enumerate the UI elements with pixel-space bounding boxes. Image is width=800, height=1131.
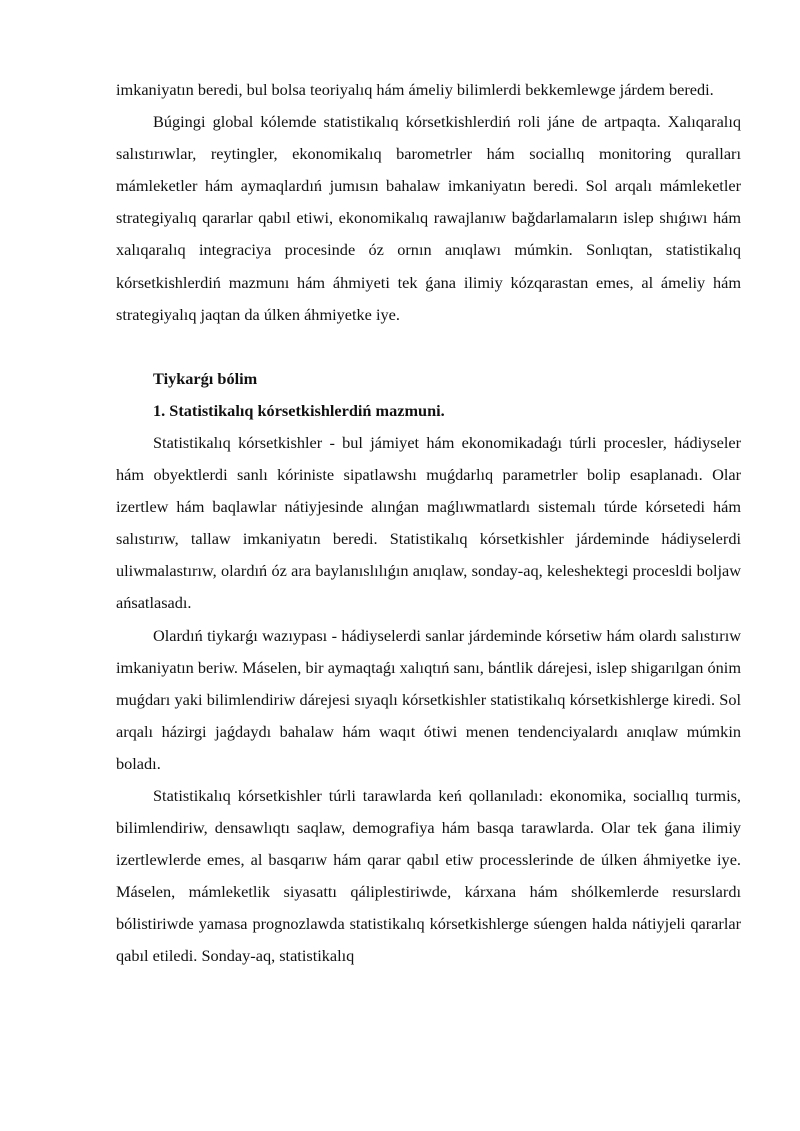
body-paragraph-main-task: Olardıń tiykarǵı wazıypası - hádiyselerdi sanlar járdeminde kórsetiw hám olardı salıstırıw imkaniyatın beriw. Máselen, bir aymaqtaǵı xalıqtıń sanı, bántlik dárejesi, islep shigarılgan ónim muǵdarı yaki bilimlendiriw dárejesi sıyaqlı kórsetkishler statistikalıq kórsetkishlerge kiredi. Sol arqalı házirgi jaǵdaydı bahalaw hám waqıt ótiwi menen tendenciyalardı anıqlaw múmkin boladı. [116, 625, 741, 773]
document-body [116, 74, 741, 973]
subsection-heading: 1. Statistikalıq kórsetkishlerdiń mazmuni. [153, 400, 445, 420]
body-paragraph-applications: Statistikalıq kórsetkishler túrli tarawlarda keń qollanıladı: ekonomika, sociallıq turmis, bilimlendiriw, densawlıqtı saqlaw, demografiya hám basqa tarawlarda. Olar tek ǵana ilimiy izertlewlerde emes, al basqarıw hám qarar qabıl etiw processlerinde de úlken áhmiyetke iye. Máselen, mámleketlik siyasattı qáliplestiriwde, kárxana hám shólkemlerde resurslardı bólistiriwde yamasa prognozlawda statistikalıq kórsetkishlerge súengen halda nátiyjeli qararlar qabıl etiledi. Sonday-aq, statistikalıq [116, 785, 741, 966]
section-heading: Tiykarǵı bólim [153, 368, 258, 388]
intro-continuation-paragraph: imkaniyatın beredi, bul bolsa teoriyalıq hám ámeliy bilimlerdi bekkemlewge járdem beredi. [116, 80, 714, 99]
blank-line [116, 331, 741, 363]
body-paragraph-definition: Statistikalıq kórsetkishler - bul jámiyet hám ekonomikadaǵı túrli procesler, hádiyseler hám obyektlerdi sanlı kóriniste sipatlawshı muǵdarlıq parametrler bolip esaplanadı. Olar izertlew hám baqlawlar nátiyjesinde alınǵan maǵlıwmatlardı sistemalı túrde kórsetedi hám salıstırıw, tallaw imkaniyatın beredi. Statistikalıq kórsetkishler járdeminde hádiyselerdi uliwmalastırıw, olardıń óz ara baylanıslılıǵın anıqlaw, sonday-aq, keleshektegi procesldi boljaw ańsatlasadı. [116, 432, 741, 613]
intro-paragraph: Búgingi global kólemde statistikalıq kórsetkishlerdiń roli jáne de artpaqta. Xalıqaralıq salıstırıwlar, reytingler, ekonomikalıq barometrler hám sociallıq monitoring quralları mámleketler hám aymaqlardıń jumısın bahalaw imkaniyatın beredi. Sol arqalı mámleketler strategiyalıq qararlar qabıl etiwi, ekonomikalıq rawajlanıw bağdarlamaların islep shıǵıwı hám xalıqaralıq integraciya procesinde óz ornın anıqlawı múmkin. Sonlıqtan, statistikalıq kórsetkishlerdiń mazmunı hám áhmiyeti tek ǵana ilimiy kózqarastan emes, al ámeliy hám strategiyalıq jaqtan da úlken áhmiyetke iye. [116, 112, 741, 324]
